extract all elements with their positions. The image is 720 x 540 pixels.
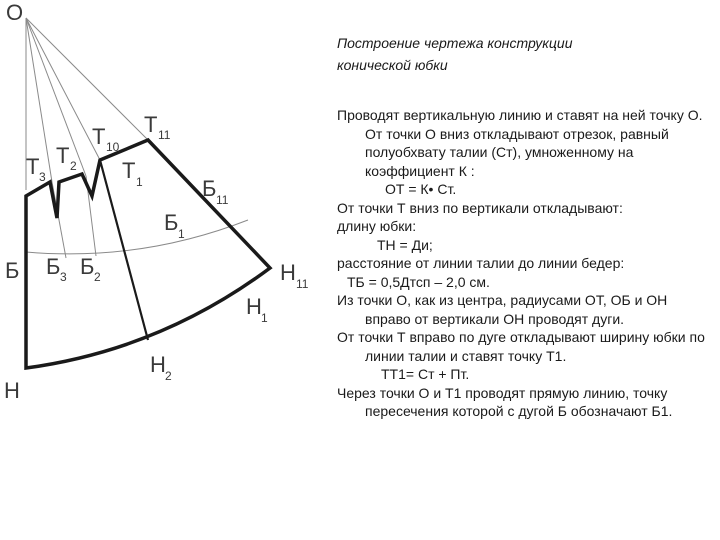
label-h11-sub: 11 <box>296 277 309 291</box>
label-t2: Т <box>56 143 70 168</box>
section-title <box>337 32 715 76</box>
title-line-1: Построение чертежа конструкции <box>337 35 573 51</box>
formula-th: ТН = Ди; <box>377 236 433 253</box>
label-h: Н <box>4 378 20 403</box>
paragraph-4: расстояние от линии талии до линии бедер: <box>337 255 625 271</box>
label-b2-sub: 2 <box>94 270 101 284</box>
paragraph-6: От точки Т вправо по дуге откладывают ширину юбки по линии талии и ставят точку Т1. <box>337 329 705 364</box>
paragraph-3: длину юбки: <box>337 218 417 234</box>
paragraph-5: Из точки О, как из центра, радиусами ОТ, ОБ и ОН вправо от вертикали ОН проводят дуги. <box>337 292 668 327</box>
label-b3-sub: 3 <box>60 270 67 284</box>
label-b: Б <box>5 258 20 283</box>
hip-arc <box>26 220 248 254</box>
label-h2: Н <box>150 352 166 377</box>
label-t11-sub: 11 <box>158 128 171 142</box>
label-t1: Т <box>122 158 136 183</box>
formula-ot: ОТ = К• Ст. <box>385 181 457 197</box>
radial-line-t11 <box>26 18 148 140</box>
label-t10-sub: 10 <box>106 140 120 154</box>
paragraph-2: От точки Т вниз по вертикали откладывают: <box>337 199 623 216</box>
label-h2-sub: 2 <box>165 369 172 383</box>
label-t2-sub: 2 <box>70 159 77 173</box>
label-t1-sub: 1 <box>136 175 143 189</box>
label-b1-sub: 1 <box>178 227 185 241</box>
paragraph-1: Проводят вертикальную линию и ставят на ней точку О. От точки О вниз откладывают отрезок, равный полуобхвату талии (Ст), умноженному на коэффициент К : <box>337 107 703 179</box>
label-b3: Б <box>46 254 61 279</box>
label-t3-sub: 3 <box>39 170 46 184</box>
label-h11: Н <box>280 260 296 285</box>
label-b11-sub: 11 <box>216 193 229 207</box>
skirt-pattern-diagram <box>0 0 330 540</box>
formula-tb: ТБ = 0,5Дтсп – 2,0 см. <box>347 273 490 290</box>
formula-tt1: ТТ1= Ст + Пт. <box>381 366 470 382</box>
label-t3: Т <box>26 154 40 179</box>
label-h1-sub: 1 <box>261 311 268 325</box>
label-t10: Т <box>92 124 106 149</box>
label-b11: Б <box>202 176 217 201</box>
label-b1: Б <box>164 210 179 235</box>
label-t11: Т <box>144 112 158 137</box>
instruction-text-panel <box>337 32 715 421</box>
label-o: O <box>6 0 24 25</box>
label-b2: Б <box>80 254 95 279</box>
label-h1: Н <box>246 294 262 319</box>
title-line-2: конической юбки <box>337 57 448 73</box>
paragraph-7: Через точки О и Т1 проводят прямую линию, точку пересечения которой с дугой Б обозначают Б1. <box>337 384 673 419</box>
